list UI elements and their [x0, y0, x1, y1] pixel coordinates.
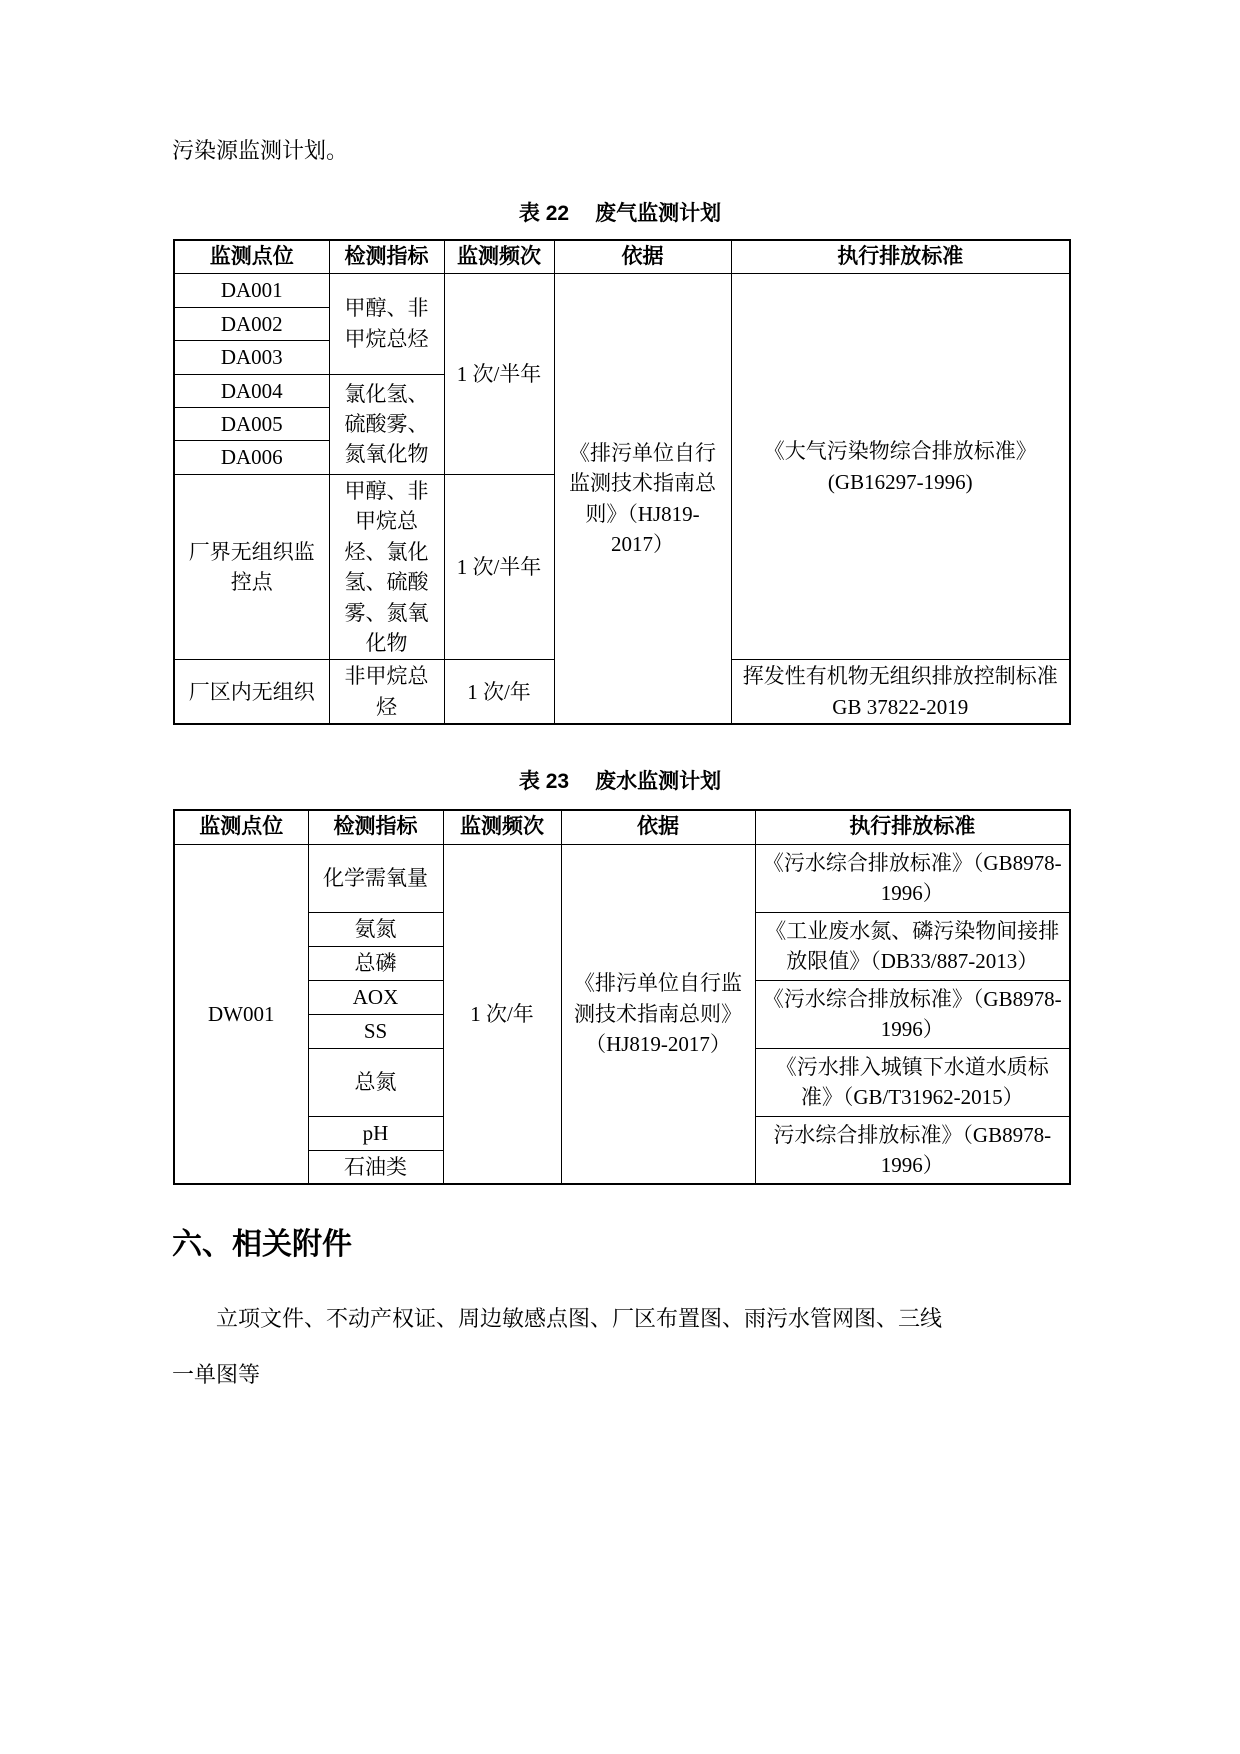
cell-indicator-ss: SS	[308, 1014, 443, 1048]
table22-header-point: 监测点位	[174, 240, 329, 274]
table22-title-label: 表 22	[518, 201, 570, 225]
table22-header-indicator: 检测指标	[329, 240, 444, 274]
cell-point-dw001: DW001	[174, 844, 308, 1184]
table23-header-indicator: 检测指标	[308, 810, 443, 844]
cell-standard-main: 《大气污染物综合排放标准》(GB16297-1996)	[731, 274, 1070, 660]
cell-frequency-boundary: 1 次/半年	[444, 474, 554, 660]
table23-header-point: 监测点位	[174, 810, 308, 844]
table23-header-standard: 执行排放标准	[755, 810, 1070, 844]
table23-header-row	[174, 810, 1070, 844]
cell-indicator-cod: 化学需氧量	[308, 844, 443, 912]
cell-indicator-boundary: 甲醇、非甲烷总烃、氯化氢、硫酸雾、氮氧化物	[329, 474, 444, 660]
cell-indicator-ph: pH	[308, 1116, 443, 1150]
table22-header-standard: 执行排放标准	[731, 240, 1070, 274]
cell-indicator-group1: 甲醇、非甲烷总烃	[329, 274, 444, 374]
cell-frequency-main: 1 次/半年	[444, 274, 554, 475]
cell-indicator-group2: 氯化氢、硫酸雾、氮氧化物	[329, 374, 444, 474]
cell-point-da003: DA003	[174, 341, 329, 374]
cell-standard-area: 挥发性有机物无组织排放控制标准 GB 37822-2019	[731, 660, 1070, 724]
section-heading-attachments: 六、相关附件	[172, 1228, 352, 1262]
table-row	[174, 274, 1070, 307]
attachments-line1: 立项文件、不动产权证、周边敏感点图、厂区布置图、雨污水管网图、三线	[216, 1306, 943, 1332]
table22-title	[172, 197, 1068, 227]
cell-point-da004: DA004	[174, 374, 329, 407]
cell-standard-tn: 《污水排入城镇下水道水质标准》（GB/T31962-2015）	[755, 1048, 1070, 1116]
cell-basis-t22: 《排污单位自行监测技术指南总则》（HJ819-2017）	[554, 274, 731, 725]
attachments-paragraph	[172, 1291, 1068, 1403]
cell-frequency-t23: 1 次/年	[443, 844, 561, 1184]
table22-title-text: 废气监测计划	[595, 201, 722, 225]
cell-frequency-area: 1 次/年	[444, 660, 554, 724]
cell-standard-np: 《工业废水氮、磷污染物间接排放限值》（DB33/887-2013）	[755, 912, 1070, 980]
waste-gas-monitoring-table	[173, 239, 1071, 726]
table22-header-basis: 依据	[554, 240, 731, 274]
cell-indicator-tn: 总氮	[308, 1048, 443, 1116]
cell-standard-aox-ss: 《污水综合排放标准》（GB8978-1996）	[755, 980, 1070, 1048]
cell-standard-ph-oil: 污水综合排放标准》（GB8978-1996）	[755, 1116, 1070, 1184]
table22-header-row	[174, 240, 1070, 274]
cell-standard-cod: 《污水综合排放标准》（GB8978-1996）	[755, 844, 1070, 912]
cell-point-area: 厂区内无组织	[174, 660, 329, 724]
table23-header-basis: 依据	[561, 810, 755, 844]
table23-header-frequency: 监测频次	[443, 810, 561, 844]
cell-basis-t23: 《排污单位自行监测技术指南总则》（HJ819-2017）	[561, 844, 755, 1184]
cell-indicator-nh3n: 氨氮	[308, 912, 443, 946]
table23-title-label: 表 23	[518, 770, 570, 794]
table23-title-text: 废水监测计划	[595, 770, 722, 794]
cell-indicator-tp: 总磷	[308, 946, 443, 980]
attachments-line2: 一单图等	[172, 1362, 261, 1388]
table22-header-frequency: 监测频次	[444, 240, 554, 274]
cell-point-da006: DA006	[174, 441, 329, 474]
wastewater-monitoring-table	[173, 809, 1071, 1185]
table23-title	[172, 765, 1068, 795]
cell-point-da005: DA005	[174, 407, 329, 440]
cell-indicator-aox: AOX	[308, 980, 443, 1014]
cell-indicator-oil: 石油类	[308, 1150, 443, 1184]
cell-indicator-area: 非甲烷总烃	[329, 660, 444, 724]
intro-paragraph: 污染源监测计划。	[172, 138, 349, 163]
cell-point-da002: DA002	[174, 307, 329, 340]
cell-point-boundary: 厂界无组织监控点	[174, 474, 329, 660]
table-row	[174, 844, 1070, 912]
cell-point-da001: DA001	[174, 274, 329, 307]
